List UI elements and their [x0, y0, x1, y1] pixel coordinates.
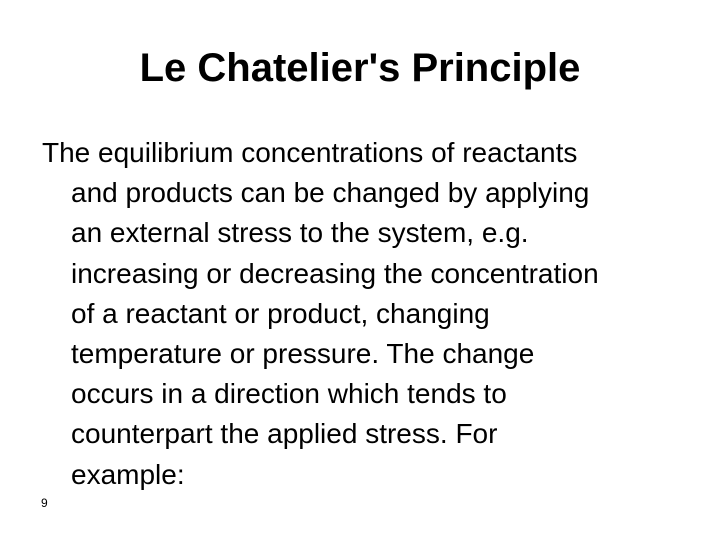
slide-body-text [42, 133, 702, 495]
body-line: occurs in a direction which tends to [71, 378, 507, 410]
body-line: temperature or pressure. The change [71, 338, 535, 370]
body-line: The equilibrium concentrations of reactants [42, 137, 578, 168]
body-line: and products can be changed by applying [71, 177, 590, 209]
page-number: 9 [41, 496, 48, 510]
body-line: example: [71, 458, 185, 490]
body-line: an external stress to the system, e.g. [71, 217, 529, 249]
body-line: counterpart the applied stress. For [71, 418, 498, 450]
body-line: of a reactant or product, changing [71, 297, 490, 329]
body-line: increasing or decreasing the concentration [71, 257, 599, 289]
slide-title: Le Chatelier's Principle [139, 46, 581, 90]
